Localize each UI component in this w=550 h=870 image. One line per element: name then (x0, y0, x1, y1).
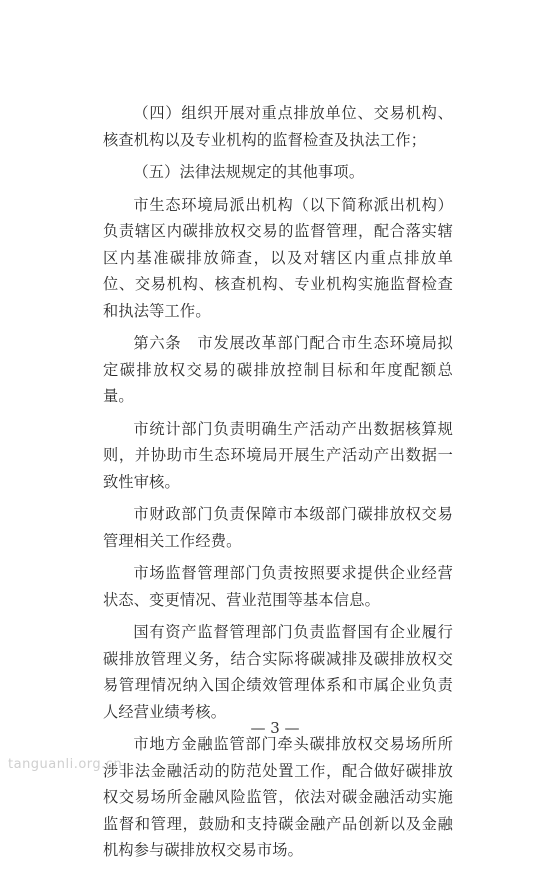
paragraph-state-assets: 国有资产监督管理部门负责监督国有企业履行碳排放管理义务，结合实际将碳减排及碳排放权交易管理情况纳入国企绩效管理体系和市属企业负责人经营业绩考核。 (103, 623, 453, 721)
paragraph-statistics-department: 市统计部门负责明确生产活动产出数据核算规则，并协助市生态环境局开展生产活动产出数据一致性审核。 (103, 419, 453, 491)
paragraph-dispatched-agencies: 市生态环境局派出机构（以下简称派出机构）负责辖区内碳排放权交易的监督管理，配合落实辖区内基准碳排放筛查，以及对辖区内重点排放单位、交易机构、核查机构、专业机构实施监督检查和执法等工作。 (103, 195, 453, 320)
paragraph-item-4: （四）组织开展对重点排放单位、交易机构、核查机构以及专业机构的监督检查及执法工作； (103, 104, 453, 149)
paragraph-local-finance: 市地方金融监管部门牵头碳排放权交易场所所涉非法金融活动的防范处置工作，配合做好碳排放权交易场所金融风险监管，依法对碳金融活动实施监督和管理，鼓励和支持碳金融产品创新以及金融机构参与碳排放权交易市场。 (103, 735, 453, 859)
document-body (103, 100, 453, 870)
page-number: — 3 — (250, 719, 300, 737)
paragraph-article-6: 第六条 市发展改革部门配合市生态环境局拟定碳排放权交易的碳排放控制目标和年度配额总量。 (103, 334, 453, 405)
paragraph-item-5: （五）法律法规规定的其他事项。 (133, 163, 365, 181)
paragraph-finance-department: 市财政部门负责保障市本级部门碳排放权交易管理相关工作经费。 (103, 505, 453, 550)
watermark-text: tanguanli.org.cn (8, 757, 123, 772)
paragraph-market-supervision: 市场监督管理部门负责按照要求提供企业经营状态、变更情况、营业范围等基本信息。 (103, 564, 453, 609)
